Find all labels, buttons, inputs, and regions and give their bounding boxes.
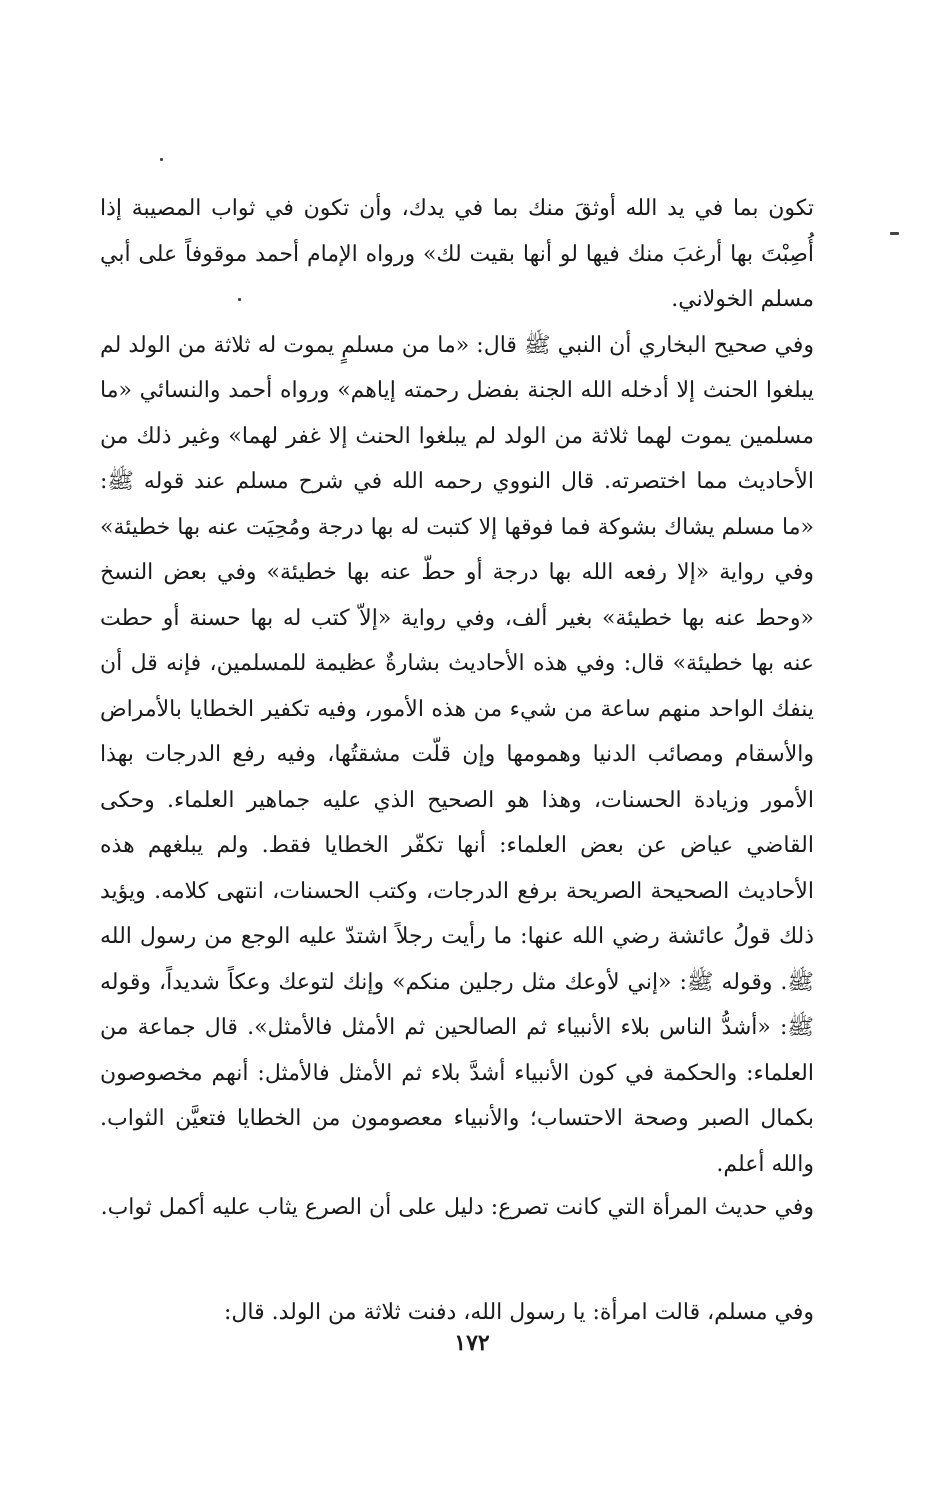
scan-speck: [890, 232, 899, 235]
body-text-seizure: [100, 1185, 814, 1231]
paragraph-4: وفي مسلم، قالت امرأة: يا رسول الله، دفنت ثلاثة من الولد. قال:: [224, 1300, 814, 1325]
paragraph-2: وفي صحيح البخاري أن النبي ﷺ قال: «ما من مسلمٍ يموت له ثلاثة من الولد لم يبلغوا الحنث إلا أدخله الله الجنة بفضل رحمته إياهم» ورواه أحمد والنسائي «ما مسلمين يموت لهما ثلاثة من الولد لم يبلغوا الحنث إلا غفر لهما» وغير ذلك من الأحاديث مما اختصرته. قال النووي رحمه الله في شرح مسلم عند قوله ﷺ: «ما مسلم يشاك بشوكة فما فوقها إلا كتبت له بها درجة ومُحِيَت عنه بها خطيئة» وفي رواية «إلا رفعه الله بها درجة أو حطّ عنه بها خطيئة» وفي بعض النسخ «وحط عنه بها خطيئة» بغير ألف، وفي رواية «إلاّ كتب له بها حسنة أو حطت عنه بها خطيئة» قال: وفي هذه الأحاديث بشارةٌ عظيمة للمسلمين، فإنه قل أن ينفك الواحد منهم ساعة من شيء من هذه الأمور، وفيه تكفير الخطايا بالأمراض والأسقام ومصائب الدنيا وهمومها وإن قلّت مشقتُها، وفيه رفع الدرجات بهذا الأمور وزيادة الحسنات، وهذا هو الصحيح الذي عليه جماهير العلماء. وحكى القاضي عياض عن بعض العلماء: أنها تكفّر الخطايا فقط. ولم يبلغهم هذه الأحاديث الصحيحة الصريحة برفع الدرجات، وكتب الحسنات، انتهى كلامه. ويؤيد ذلك قولُ عائشة رضي الله عنها: ما رأيت رجلاً اشتدّ عليه الوجع من رسول الله ﷺ. وقوله ﷺ: «إني لأوعك مثل رجلين منكم» وإنك لتوعك وعكاً شديداً، وقوله ﷺ: «أشدُّ الناس بلاء الأنبياء ثم الصالحين ثم الأمثل فالأمثل». قال جماعة من العلماء: والحكمة في كون الأنبياء أشدَّ بلاء ثم الأمثل فالأمثل: أنهم مخصوصون بكمال الصبر وصحة الاحتساب؛ والأنبياء معصومون من الخطايا فتعيَّن الثواب. والله أعلم.: [100, 332, 815, 1177]
body-text-main: [100, 186, 814, 1187]
body-text-final: [100, 1290, 814, 1336]
paragraph-3: وفي حديث المرأة التي كانت تصرع: دليل على أن الصرع يثاب عليه أكمل ثواب.: [100, 1195, 814, 1220]
paragraph-1: تكون بما في يد الله أوثقَ منك بما في يدك، وأن تكون في ثواب المصيبة إذا أُصِبْتَ بها أرغبَ منك فيها لو أنها بقيت لك» ورواه الإمام أحمد موقوفاً على أبي مسلم الخولاني.: [100, 196, 814, 312]
page-number: ١٧٢: [454, 1330, 490, 1356]
scan-speck: [160, 158, 163, 161]
